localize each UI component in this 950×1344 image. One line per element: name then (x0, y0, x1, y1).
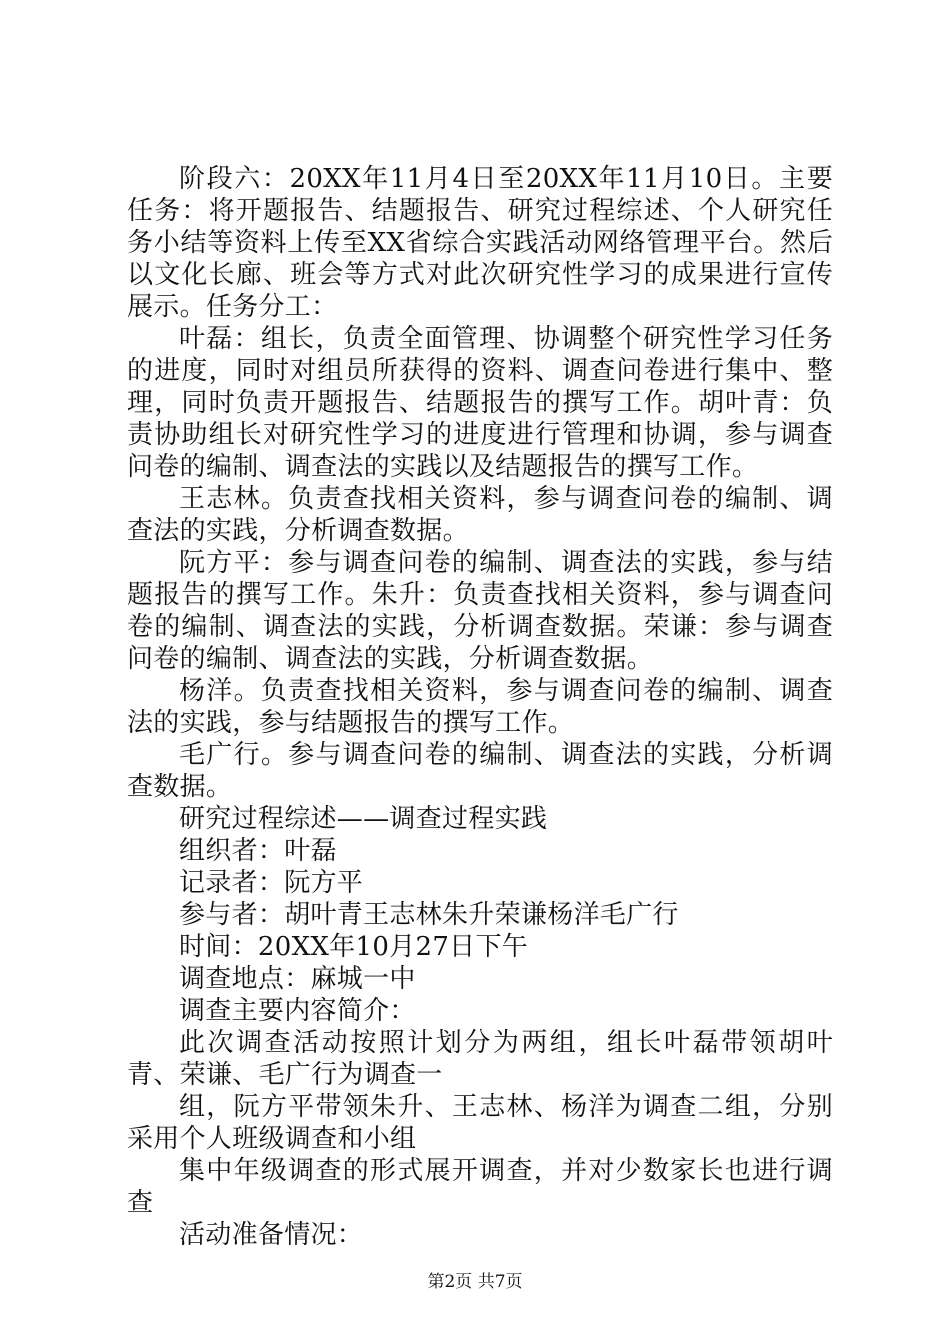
paragraph-stage-six: 阶段六：20XX年11月4日至20XX年11月10日。主要任务：将开题报告、结题报告、研究过程综述、个人研究任务小结等资料上传至XX省综合实践活动网络管理平台。然后以文化长廊、班会等方式对此次研究性学习的成果进行宣传展示。任务分工： (127, 164, 833, 322)
paragraph-ye-lei-role: 叶磊：组长，负责全面管理、协调整个研究性学习任务的进度，同时对组员所获得的资料、调查问卷进行集中、整理，同时负责开题报告、结题报告的撰写工作。胡叶青：负责协助组长对研究性学习的进度进行管理和协调，参与调查问卷的编制、调查法的实践以及结题报告的撰写工作。 (127, 324, 833, 482)
section-heading-research-overview: 研究过程综述——调查过程实践 (179, 804, 548, 834)
paragraph-ruan-fangping-role: 阮方平：参与调查问卷的编制、调查法的实践，参与结题报告的撰写工作。朱升：负责查找相关资料，参与调查问卷的编制、调查法的实践，分析调查数据。荣谦：参与调查问卷的编制、调查法的实践，分析调查数据。 (127, 548, 833, 674)
paragraph-survey-form: 集中年级调查的形式展开调查，并对少数家长也进行调查 (127, 1156, 833, 1218)
paragraph-group-two: 组，阮方平带领朱升、王志林、杨洋为调查二组，分别采用个人班级调查和小组 (127, 1092, 833, 1154)
recorder-line: 记录者：阮方平 (179, 868, 364, 898)
document-body (127, 163, 833, 1251)
page-footer: 第2页 共7页 (427, 1272, 523, 1292)
time-line: 时间：20XX年10月27日下午 (179, 932, 529, 962)
participants-line: 参与者：胡叶青王志林朱升荣谦杨洋毛广行 (179, 900, 679, 930)
paragraph-group-one: 此次调查活动按照计划分为两组，组长叶磊带领胡叶青、荣谦、毛广行为调查一 (127, 1028, 833, 1090)
paragraph-mao-guangxing-role: 毛广行。参与调查问卷的编制、调查法的实践，分析调查数据。 (127, 740, 833, 802)
preparation-heading: 活动准备情况： (179, 1220, 364, 1250)
content-summary-heading: 调查主要内容简介： (179, 996, 416, 1026)
location-line: 调查地点：麻城一中 (179, 964, 416, 994)
organizer-line: 组织者：叶磊 (179, 836, 337, 866)
paragraph-wang-zhilin-role: 王志林。负责查找相关资料，参与调查问卷的编制、调查法的实践，分析调查数据。 (127, 484, 833, 546)
paragraph-yang-yang-role: 杨洋。负责查找相关资料，参与调查问卷的编制、调查法的实践，参与结题报告的撰写工作。 (127, 676, 833, 738)
